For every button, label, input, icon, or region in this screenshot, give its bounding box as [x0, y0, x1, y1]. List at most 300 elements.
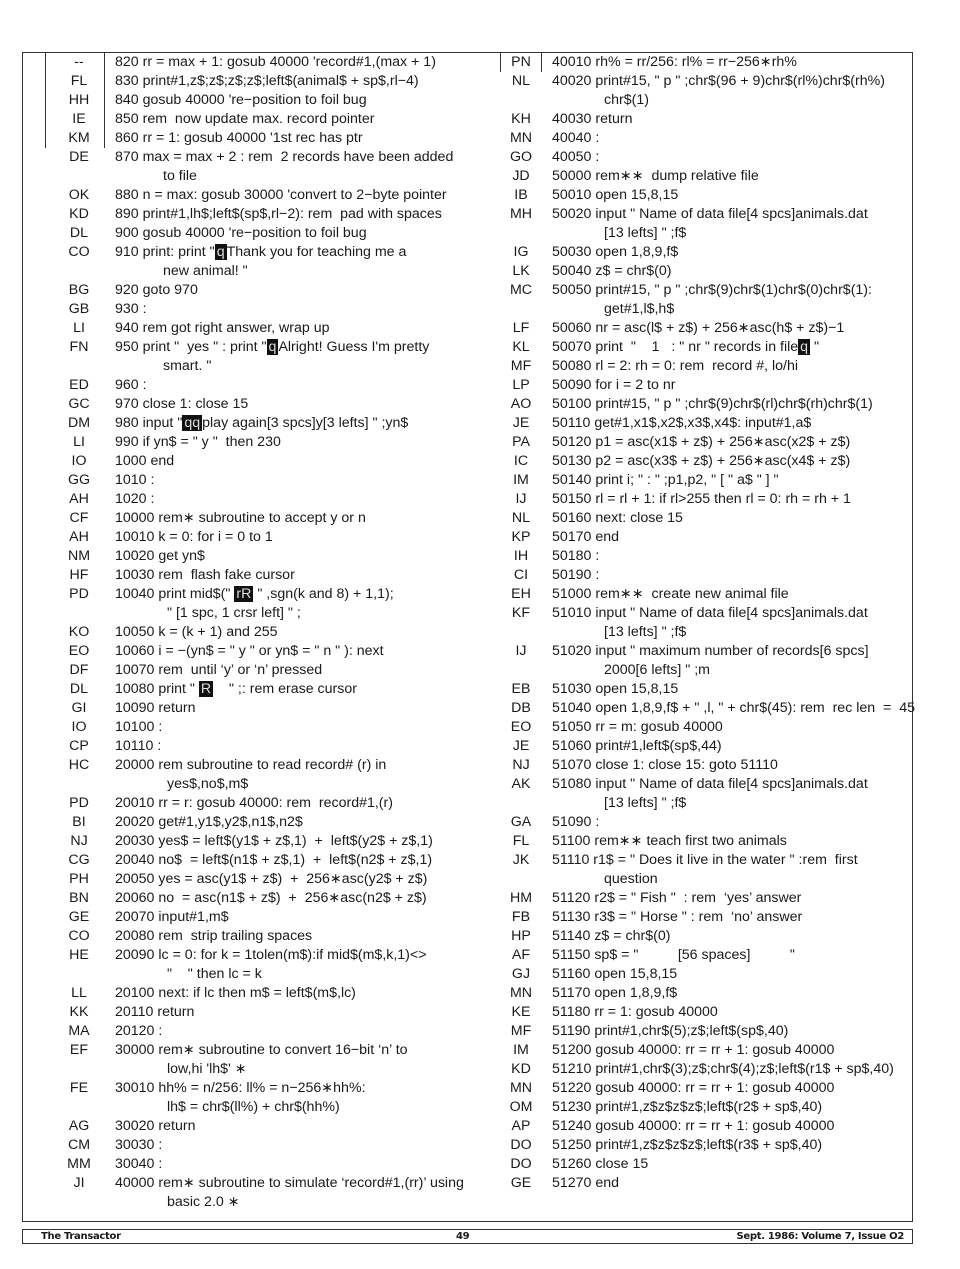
checksum: KO: [68, 624, 90, 640]
code-text: [105, 300, 497, 319]
code-text: [542, 547, 932, 566]
code-segment: 950 print " yes " : print ": [115, 339, 267, 355]
code-line: [500, 984, 932, 1003]
code-line: [45, 148, 497, 186]
reverse-video-control-char: q: [268, 339, 277, 355]
code-line: [45, 490, 497, 509]
code-line: [500, 889, 932, 908]
code-text: [105, 110, 497, 129]
code-text: [542, 813, 932, 832]
code-line: [45, 1155, 497, 1174]
checksum: EO: [68, 643, 90, 659]
checksum: IJ: [515, 643, 527, 659]
code-segment: 50170 end: [552, 529, 620, 545]
code-segment: " ;: rem erase cursor: [213, 681, 357, 697]
checksum: GA: [510, 814, 532, 830]
code-segment: 890 print#1,lh$;left$(sp$,rl−2): rem pad with spaces: [115, 206, 442, 222]
code-segment: 51160 open 15,8,15: [552, 966, 678, 982]
code-text: [105, 680, 497, 699]
checksum: IO: [71, 719, 87, 735]
code-segment: 940 rem got right answer, wrap up: [115, 320, 330, 336]
checksum: GC: [68, 396, 90, 412]
code-segment: 51270 end: [552, 1175, 620, 1191]
code-line: [500, 908, 932, 927]
code-line: [45, 889, 497, 908]
code-text: [542, 965, 932, 984]
checksum: FN: [69, 339, 89, 355]
code-text: [105, 1117, 497, 1136]
code-line: [500, 1022, 932, 1041]
code-line: [45, 813, 497, 832]
code-line: [500, 1098, 932, 1117]
checksum: HC: [68, 757, 90, 773]
code-text: [105, 623, 497, 642]
code-segment: 50080 rl = 2: rh = 0: rem record #, lo/hi: [552, 358, 799, 374]
code-segment: 880 n = max: gosub 30000 'convert to 2−byte pointer: [115, 187, 447, 203]
code-segment: 50030 open 1,8,9,f$: [552, 244, 679, 260]
code-text: [542, 357, 932, 376]
checksum: CM: [67, 1137, 91, 1153]
code-line: [45, 642, 497, 661]
checksum: --: [74, 54, 84, 70]
code-line: [500, 946, 932, 965]
code-segment: 51240 gosub 40000: rr = rr + 1: gosub 40000: [552, 1118, 835, 1134]
code-line: [45, 851, 497, 870]
code-text: [105, 186, 497, 205]
code-line: [500, 642, 932, 680]
checksum: LP: [512, 377, 530, 393]
code-segment: 30040 :: [115, 1156, 163, 1172]
code-line: [500, 718, 932, 737]
code-line: [500, 319, 932, 338]
code-segment: play again[3 spcs]y[3 lefts] " ;yn$: [202, 415, 409, 431]
code-continuation: low,hi 'lh$' ∗: [167, 1061, 247, 1077]
code-text: [542, 1022, 932, 1041]
code-text: [542, 433, 932, 452]
checksum: LK: [512, 263, 530, 279]
code-segment: 51100 rem∗∗ teach first two animals: [552, 833, 787, 849]
checksum: HH: [68, 92, 90, 108]
code-segment: 50190 :: [552, 567, 600, 583]
code-text: [542, 338, 932, 357]
checksum: FB: [511, 909, 531, 925]
code-text: [542, 1003, 932, 1022]
checksum: EH: [511, 586, 531, 602]
code-text: [542, 186, 932, 205]
code-text: [105, 433, 497, 452]
code-segment: 50140 print i; " : " ;p1,p2, " [ " a$ " ] ": [552, 472, 779, 488]
checksum: DO: [510, 1156, 532, 1172]
code-segment: 20080 rem strip trailing spaces: [115, 928, 313, 944]
code-line: [500, 699, 932, 718]
code-segment: 50160 next: close 15: [552, 510, 683, 526]
reverse-video-control-char: q: [800, 339, 809, 355]
code-segment: " ,sgn(k and 8) + 1,1);: [253, 586, 394, 602]
code-segment: 51190 print#1,chr$(5);z$;left$(sp$,40): [552, 1023, 789, 1039]
code-line: [45, 452, 497, 471]
code-line: [45, 110, 497, 129]
code-segment: 850 rem now update max. record pointer: [115, 111, 375, 127]
code-line: [45, 1079, 497, 1117]
checksum: IH: [513, 548, 529, 564]
listing-left-border: [500, 53, 501, 72]
checksum: FL: [512, 833, 530, 849]
checksum: MH: [509, 206, 533, 222]
code-text: [105, 547, 497, 566]
code-line: [45, 1041, 497, 1079]
checksum: BN: [69, 890, 89, 906]
checksum: CP: [69, 738, 89, 754]
code-segment: 51150 sp$ = " [56 spaces] ": [552, 947, 795, 963]
code-line: [45, 661, 497, 680]
code-text: [105, 338, 497, 376]
code-segment: 51180 rr = 1: gosub 40000: [552, 1004, 718, 1020]
code-text: [542, 376, 932, 395]
code-segment: 10010 k = 0: for i = 0 to 1: [115, 529, 273, 545]
code-text: [542, 946, 932, 965]
code-segment: 51260 close 15: [552, 1156, 649, 1172]
code-segment: 20000 rem subroutine to read record# (r) in: [115, 757, 387, 773]
code-continuation: to file: [163, 168, 197, 184]
code-line: [45, 376, 497, 395]
checksum-column-divider: [104, 53, 105, 148]
checksum: LF: [512, 320, 530, 336]
checksum: LI: [73, 434, 85, 450]
code-text: [542, 110, 932, 129]
code-segment: 30020 return: [115, 1118, 196, 1134]
code-line: [500, 509, 932, 528]
code-segment: 10040 print mid$(": [115, 586, 235, 602]
code-segment: 20070 input#1,m$: [115, 909, 229, 925]
code-segment: 830 print#1,z$;z$;z$;z$;left$(animal$ + sp$,rl−4): [115, 73, 419, 89]
code-segment: 1000 end: [115, 453, 175, 469]
code-line: [500, 148, 932, 167]
code-segment: 50020 input " Name of data file[4 spcs]animals.dat: [552, 206, 868, 222]
code-line: [500, 53, 932, 72]
checksum: KE: [511, 1004, 531, 1020]
code-text: [542, 908, 932, 927]
code-segment: 30030 :: [115, 1137, 163, 1153]
code-text: [542, 927, 932, 946]
reverse-video-control-char: q: [216, 244, 225, 260]
publication-title: The Transactor: [41, 1231, 121, 1242]
code-segment: 10030 rem flash fake cursor: [115, 567, 295, 583]
checksum: KH: [511, 111, 531, 127]
code-segment: 820 rr = max + 1: gosub 40000 'record#1,(max + 1): [115, 54, 436, 70]
code-line: [500, 1155, 932, 1174]
code-line: [45, 433, 497, 452]
code-segment: 50120 p1 = asc(x1$ + z$) + 256∗asc(x2$ + z$): [552, 434, 851, 450]
page-number: 49: [456, 1231, 470, 1242]
code-segment: Thank you for teaching me a: [226, 244, 407, 260]
checksum: GG: [67, 472, 91, 488]
code-line: [500, 775, 932, 813]
code-line: [500, 471, 932, 490]
code-text: [542, 148, 932, 167]
code-segment: 51050 rr = m: gosub 40000: [552, 719, 723, 735]
code-text: [105, 414, 497, 433]
code-text: [105, 718, 497, 737]
issue-info: Sept. 1986: Volume 7, Issue O2: [736, 1231, 904, 1242]
code-line: [500, 832, 932, 851]
code-text: [542, 262, 932, 281]
code-line: [500, 851, 932, 889]
code-segment: 40010 rh% = rr/256: rl% = rr−256∗rh%: [552, 54, 797, 70]
code-line: [45, 566, 497, 585]
code-segment: 40040 :: [552, 130, 600, 146]
code-text: [105, 53, 497, 72]
code-line: [500, 1174, 932, 1193]
checksum-column-divider: [541, 53, 542, 72]
code-text: [105, 72, 497, 91]
checksum: AH: [69, 529, 89, 545]
code-text: [542, 471, 932, 490]
code-segment: 20090 lc = 0: for k = 1tolen(m$):if mid$(m$,k,1)<>: [115, 947, 427, 963]
checksum: JD: [512, 168, 530, 184]
code-segment: 960 :: [115, 377, 147, 393]
code-segment: 50070 print " 1 : " nr " records in file: [552, 339, 799, 355]
code-text: [105, 1022, 497, 1041]
checksum: BG: [68, 282, 90, 298]
checksum: IM: [513, 1042, 529, 1058]
code-text: [542, 1174, 932, 1193]
code-text: [105, 528, 497, 547]
code-segment: 51020 input " maximum number of records[6 spcs]: [552, 643, 869, 659]
checksum: CI: [513, 567, 529, 583]
code-segment: 910 print: print ": [115, 244, 215, 260]
code-segment: 51200 gosub 40000: rr = rr + 1: gosub 40000: [552, 1042, 835, 1058]
code-segment: 40050 :: [552, 149, 600, 165]
code-text: [105, 376, 497, 395]
code-text: [542, 1155, 932, 1174]
code-text: [105, 566, 497, 585]
code-line: [500, 1003, 932, 1022]
checksum: GB: [68, 301, 90, 317]
code-text: [105, 908, 497, 927]
code-text: [542, 585, 932, 604]
code-segment: 20050 yes = asc(y1$ + z$) + 256∗asc(y2$ + z$): [115, 871, 428, 887]
code-line: [45, 699, 497, 718]
checksum: JE: [512, 415, 530, 431]
code-text: [542, 832, 932, 851]
checksum: JI: [73, 1175, 85, 1191]
code-continuation: 2000[6 lefts] " ;m: [604, 662, 710, 678]
code-line: [500, 72, 932, 110]
checksum: IJ: [515, 491, 527, 507]
code-segment: 51230 print#1,z$z$z$z$;left$(r2$ + sp$,40): [552, 1099, 823, 1115]
checksum: EF: [69, 1042, 89, 1058]
code-line: [500, 547, 932, 566]
code-line: [500, 490, 932, 509]
checksum: KP: [511, 529, 531, 545]
checksum: NL: [511, 510, 531, 526]
code-line: [500, 566, 932, 585]
checksum: HF: [69, 567, 89, 583]
checksum: NJ: [512, 757, 530, 773]
checksum: KD: [511, 1061, 531, 1077]
code-line: [45, 300, 497, 319]
code-text: [105, 832, 497, 851]
code-text: [105, 585, 497, 623]
checksum: CF: [69, 510, 89, 526]
code-text: [105, 205, 497, 224]
code-text: [542, 395, 932, 414]
code-line: [500, 1117, 932, 1136]
code-line: [45, 984, 497, 1003]
code-text: [105, 927, 497, 946]
code-segment: 51030 open 15,8,15: [552, 681, 679, 697]
code-line: [45, 794, 497, 813]
checksum: NJ: [70, 833, 88, 849]
code-text: [105, 946, 497, 984]
code-text: [542, 889, 932, 908]
right-column: [500, 53, 932, 1193]
code-segment: 51170 open 1,8,9,f$: [552, 985, 678, 1001]
code-segment: 51210 print#1,chr$(3);z$;chr$(4);z$;left$(r1$ + sp$,40): [552, 1061, 894, 1077]
code-text: [542, 1098, 932, 1117]
checksum: MC: [509, 282, 533, 298]
code-text: [542, 737, 932, 756]
code-segment: 50110 get#1,x1$,x2$,x3$,x4$: input#1,a$: [552, 415, 812, 431]
code-segment: 10080 print ": [115, 681, 199, 697]
code-text: [542, 851, 932, 889]
code-segment: 1020 :: [115, 491, 155, 507]
code-segment: 1010 :: [115, 472, 155, 488]
code-line: [500, 110, 932, 129]
checksum: JE: [512, 738, 530, 754]
code-line: [500, 1060, 932, 1079]
code-segment: 20060 no = asc(n1$ + z$) + 256∗asc(n2$ + z$): [115, 890, 427, 906]
code-text: [542, 319, 932, 338]
code-continuation: new animal! ": [163, 263, 248, 279]
code-segment: 50010 open 15,8,15: [552, 187, 679, 203]
checksum: AG: [68, 1118, 90, 1134]
checksum: MM: [67, 1156, 91, 1172]
code-segment: 51060 print#1,left$(sp$,44): [552, 738, 722, 754]
left-column: [45, 53, 497, 1212]
reverse-video-control-char: rR: [236, 586, 252, 602]
code-continuation: yes$,no$,m$: [167, 776, 249, 792]
code-segment: 20110 return: [115, 1004, 195, 1020]
checksum: MN: [509, 1080, 533, 1096]
code-line: [500, 680, 932, 699]
code-line: [500, 604, 932, 642]
code-line: [45, 414, 497, 433]
code-segment: 40020 print#15, " p " ;chr$(96 + 9)chr$(rl%)chr$(rh%): [552, 73, 885, 89]
code-line: [500, 357, 932, 376]
code-segment: 51010 input " Name of data file[4 spcs]animals.dat: [552, 605, 868, 621]
checksum: KM: [68, 130, 90, 146]
code-line: [45, 718, 497, 737]
checksum: IO: [71, 453, 87, 469]
code-line: [500, 452, 932, 471]
code-text: [542, 509, 932, 528]
code-text: [542, 775, 932, 813]
code-segment: 51000 rem∗∗ create new animal file: [552, 586, 789, 602]
code-segment: 50000 rem∗∗ dump relative file: [552, 168, 759, 184]
checksum: LI: [73, 320, 85, 336]
checksum: MA: [68, 1023, 90, 1039]
checksum: PD: [69, 586, 89, 602]
code-segment: Alright! Guess I'm pretty: [278, 339, 430, 355]
code-text: [542, 414, 932, 433]
code-line: [45, 870, 497, 889]
code-line: [45, 91, 497, 110]
checksum: AF: [511, 947, 531, 963]
code-text: [105, 794, 497, 813]
code-line: [45, 680, 497, 699]
code-segment: 990 if yn$ = " y " then 230: [115, 434, 281, 450]
code-text: [105, 870, 497, 889]
code-segment: 51130 r3$ = " Horse " : rem ‘no’ answer: [552, 909, 803, 925]
code-segment: 50100 print#15, " p " ;chr$(9)chr$(rl)chr$(rh)chr$(1): [552, 396, 873, 412]
code-line: [45, 1136, 497, 1155]
checksum: GJ: [511, 966, 531, 982]
code-continuation: basic 2.0 ∗: [167, 1194, 240, 1210]
code-line: [500, 433, 932, 452]
checksum: CO: [68, 244, 90, 260]
code-segment: 51090 :: [552, 814, 600, 830]
code-line: [500, 262, 932, 281]
checksum: LL: [71, 985, 87, 1001]
code-segment: 40000 rem∗ subroutine to simulate ‘record#1,(rr)’ using: [115, 1175, 464, 1191]
code-segment: 860 rr = 1: gosub 40000 '1st rec has ptr: [115, 130, 363, 146]
code-text: [105, 699, 497, 718]
code-segment: 30000 rem∗ subroutine to convert 16−bit ‘n’ to: [115, 1042, 408, 1058]
code-text: [105, 813, 497, 832]
checksum: DL: [69, 681, 89, 697]
code-continuation: question: [604, 871, 658, 887]
checksum: MF: [510, 358, 532, 374]
code-line: [45, 224, 497, 243]
left-code-listing: [45, 53, 497, 1212]
code-text: [542, 281, 932, 319]
code-line: [45, 53, 497, 72]
code-segment: 20030 yes$ = left$(y1$ + z$,1) + left$(y2$ + z$,1): [115, 833, 433, 849]
code-text: [105, 889, 497, 908]
code-text: [105, 148, 497, 186]
code-line: [45, 72, 497, 91]
code-segment: 20120 :: [115, 1023, 163, 1039]
code-segment: 50060 nr = asc(l$ + z$) + 256∗asc(h$ + z$)−1: [552, 320, 845, 336]
checksum: EB: [511, 681, 531, 697]
checksum: FE: [69, 1080, 89, 1096]
code-line: [45, 585, 497, 623]
code-segment: 50090 for i = 2 to nr: [552, 377, 676, 393]
code-line: [45, 205, 497, 224]
checksum: IM: [513, 472, 529, 488]
code-line: [45, 737, 497, 756]
code-text: [105, 737, 497, 756]
code-line: [500, 186, 932, 205]
code-text: [542, 699, 932, 718]
code-text: [542, 642, 932, 680]
code-line: [45, 1117, 497, 1136]
code-text: [105, 490, 497, 509]
code-text: [105, 243, 497, 281]
checksum: DF: [69, 662, 89, 678]
code-segment: 10020 get yn$: [115, 548, 205, 564]
code-line: [45, 756, 497, 794]
code-text: [105, 1174, 497, 1212]
code-segment: 920 goto 970: [115, 282, 198, 298]
code-line: [45, 1022, 497, 1041]
code-segment: 10110 :: [115, 738, 162, 754]
checksum: KF: [511, 605, 531, 621]
checksum: DM: [67, 415, 91, 431]
code-line: [45, 319, 497, 338]
code-segment: 10100 :: [115, 719, 163, 735]
